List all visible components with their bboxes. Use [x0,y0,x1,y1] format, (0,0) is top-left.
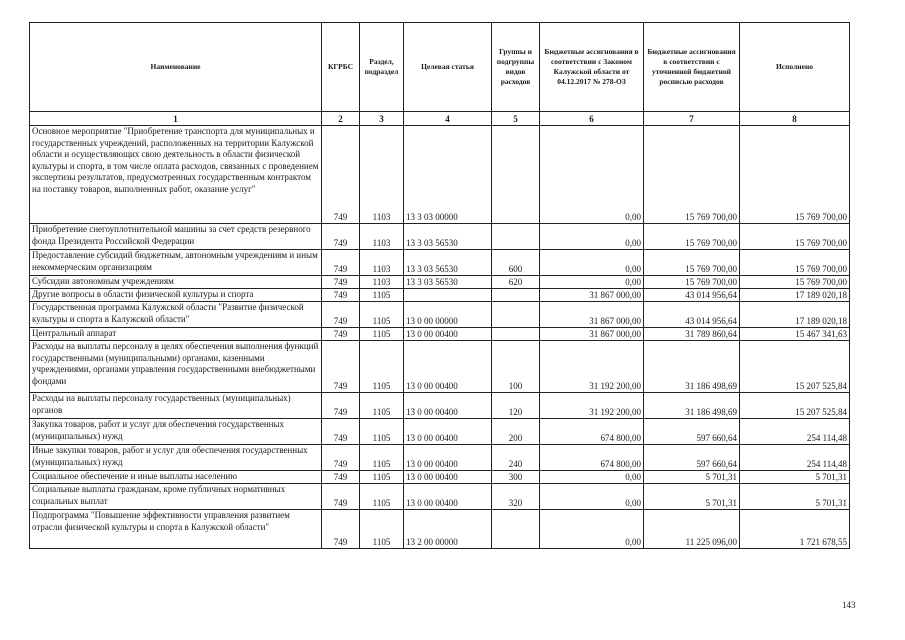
row-kgrbs: 749 [322,510,360,549]
row-expense-group [492,328,540,341]
row-target-code: 13 0 00 00400 [404,471,492,484]
row-budget-refined: 5 701,31 [644,484,740,510]
row-executed: 5 701,31 [740,471,850,484]
row-name: Расходы на выплаты персоналу в целях обеспечения выполнения функций государственными (муниципальными) органами, казенными учреждениями, органами управления государственными внебюджетными фондами [30,341,322,393]
table-row [30,484,850,510]
row-executed: 5 701,31 [740,484,850,510]
row-target-code: 13 3 03 00000 [404,126,492,224]
row-kgrbs: 749 [322,419,360,445]
row-target-code: 13 0 00 00400 [404,393,492,419]
row-kgrbs: 749 [322,445,360,471]
row-executed: 254 114,48 [740,419,850,445]
column-number: 3 [360,112,404,126]
table-row [30,471,850,484]
row-section: 1103 [360,250,404,276]
row-kgrbs: 749 [322,289,360,302]
row-kgrbs: 749 [322,393,360,419]
row-name: Закупка товаров, работ и услуг для обеспечения государственных (муниципальных) нужд [30,419,322,445]
row-name: Расходы на выплаты персоналу государственных (муниципальных) органов [30,393,322,419]
row-executed: 15 769 700,00 [740,224,850,250]
row-budget-law: 674 800,00 [540,419,644,445]
table-body [30,126,850,549]
header-groups: Группы и подгруппы видов расходов [492,23,540,112]
row-expense-group [492,510,540,549]
row-section: 1105 [360,484,404,510]
row-section: 1105 [360,419,404,445]
row-section: 1105 [360,341,404,393]
table-row [30,419,850,445]
row-budget-law: 31 192 200,00 [540,393,644,419]
row-kgrbs: 749 [322,328,360,341]
row-target-code: 13 0 00 00400 [404,328,492,341]
row-kgrbs: 749 [322,484,360,510]
row-section: 1105 [360,289,404,302]
row-budget-refined: 31 789 860,64 [644,328,740,341]
table-row [30,250,850,276]
row-target-code: 13 3 03 56530 [404,276,492,289]
row-section: 1105 [360,393,404,419]
page-number: 143 [842,600,856,610]
row-budget-refined: 15 769 700,00 [644,126,740,224]
row-kgrbs: 749 [322,302,360,328]
row-name: Предоставление субсидий бюджетным, автономным учреждениям и иным некоммерческим организациям [30,250,322,276]
row-name: Иные закупки товаров, работ и услуг для обеспечения государственных (муниципальных) нужд [30,445,322,471]
row-budget-refined: 15 769 700,00 [644,250,740,276]
row-executed: 15 207 525,84 [740,341,850,393]
row-budget-law: 31 867 000,00 [540,328,644,341]
row-executed: 15 207 525,84 [740,393,850,419]
column-number: 2 [322,112,360,126]
row-expense-group: 600 [492,250,540,276]
row-expense-group: 320 [492,484,540,510]
row-name: Приобретение снегоуплотнительной машины за счет средств резервного фонда Президента Российской Федерации [30,224,322,250]
row-budget-refined: 597 660,64 [644,419,740,445]
row-budget-law: 31 867 000,00 [540,289,644,302]
row-target-code: 13 0 00 00400 [404,341,492,393]
header-kgrbs: КГРБС [322,23,360,112]
row-target-code: 13 0 00 00000 [404,302,492,328]
row-name: Подпрограмма "Повышение эффективности управления развитием отрасли физической культуры и спорта в Калужской области" [30,510,322,549]
row-target-code: 13 3 03 56530 [404,224,492,250]
row-section: 1103 [360,276,404,289]
row-target-code: 13 0 00 00400 [404,484,492,510]
row-kgrbs: 749 [322,250,360,276]
row-budget-refined: 43 014 956,64 [644,289,740,302]
row-target-code: 13 3 03 56530 [404,250,492,276]
row-executed: 15 769 700,00 [740,250,850,276]
row-budget-refined: 31 186 498,69 [644,341,740,393]
row-target-code: 13 2 00 00000 [404,510,492,549]
row-expense-group [492,126,540,224]
row-section: 1105 [360,445,404,471]
header-section: Раздел, подраздел [360,23,404,112]
row-budget-refined: 11 225 096,00 [644,510,740,549]
row-budget-refined: 31 186 498,69 [644,393,740,419]
row-expense-group: 100 [492,341,540,393]
column-number: 8 [740,112,850,126]
table-row [30,302,850,328]
header-budget-law: Бюджетные ассигнования в соответствии с Законом Калужской области от 04.12.2017 № 278-ОЗ [540,23,644,112]
table-row [30,510,850,549]
table-row [30,224,850,250]
row-kgrbs: 749 [322,224,360,250]
header-name: Наименование [30,23,322,112]
row-section: 1105 [360,510,404,549]
table-row [30,393,850,419]
table-row [30,328,850,341]
table-row [30,276,850,289]
row-target-code: 13 0 00 00400 [404,419,492,445]
row-budget-refined: 43 014 956,64 [644,302,740,328]
column-number: 4 [404,112,492,126]
column-number: 7 [644,112,740,126]
row-budget-refined: 15 769 700,00 [644,276,740,289]
row-section: 1105 [360,302,404,328]
table-row [30,289,850,302]
row-executed: 254 114,48 [740,445,850,471]
row-budget-law: 0,00 [540,510,644,549]
header-target: Целевая статья [404,23,492,112]
row-budget-law: 0,00 [540,276,644,289]
column-number: 1 [30,112,322,126]
row-executed: 17 189 020,18 [740,289,850,302]
row-name: Основное мероприятие "Приобретение транспорта для муниципальных и государственных учреждений, расположенных на территории Калужской области и осуществляющих свою деятельность в области физической культуры и спорта, в том числе оплата расходов, связанных с проведением экспертизы результатов, предусмотренных государственным контрактом на поставку товаров, выполненных работ, оказание услуг" [30,126,322,224]
row-executed: 15 769 700,00 [740,276,850,289]
row-section: 1105 [360,328,404,341]
row-executed: 15 769 700,00 [740,126,850,224]
table-row [30,445,850,471]
column-number: 6 [540,112,644,126]
row-name: Социальное обеспечение и иные выплаты населению [30,471,322,484]
column-number: 5 [492,112,540,126]
row-expense-group: 620 [492,276,540,289]
row-name: Другие вопросы в области физической культуры и спорта [30,289,322,302]
row-expense-group: 300 [492,471,540,484]
row-budget-refined: 597 660,64 [644,445,740,471]
row-budget-law: 31 192 200,00 [540,341,644,393]
row-section: 1103 [360,126,404,224]
row-budget-law: 0,00 [540,484,644,510]
row-name: Центральный аппарат [30,328,322,341]
header-row [30,23,850,112]
row-expense-group: 240 [492,445,540,471]
row-target-code [404,289,492,302]
row-executed: 15 467 341,63 [740,328,850,341]
row-name: Социальные выплаты гражданам, кроме публичных нормативных социальных выплат [30,484,322,510]
header-budget-refined: Бюджетные ассигнования в соответствии с уточненной бюджетной росписью расходов [644,23,740,112]
row-section: 1103 [360,224,404,250]
row-name: Субсидии автономным учреждениям [30,276,322,289]
row-expense-group [492,224,540,250]
header-executed: Исполнено [740,23,850,112]
row-budget-law: 674 800,00 [540,445,644,471]
row-kgrbs: 749 [322,471,360,484]
row-budget-law: 31 867 000,00 [540,302,644,328]
row-budget-law: 0,00 [540,126,644,224]
row-section: 1105 [360,471,404,484]
row-name: Государственная программа Калужской области "Развитие физической культуры и спорта в Калужской области" [30,302,322,328]
row-kgrbs: 749 [322,126,360,224]
row-budget-law: 0,00 [540,224,644,250]
row-budget-refined: 5 701,31 [644,471,740,484]
row-kgrbs: 749 [322,276,360,289]
row-expense-group: 120 [492,393,540,419]
row-budget-law: 0,00 [540,471,644,484]
column-number-row [30,112,850,126]
row-kgrbs: 749 [322,341,360,393]
row-target-code: 13 0 00 00400 [404,445,492,471]
row-executed: 1 721 678,55 [740,510,850,549]
row-budget-law: 0,00 [540,250,644,276]
row-expense-group [492,302,540,328]
row-executed: 17 189 020,18 [740,302,850,328]
budget-table [29,22,850,549]
table-row [30,126,850,224]
row-expense-group [492,289,540,302]
table-row [30,341,850,393]
row-budget-refined: 15 769 700,00 [644,224,740,250]
row-expense-group: 200 [492,419,540,445]
